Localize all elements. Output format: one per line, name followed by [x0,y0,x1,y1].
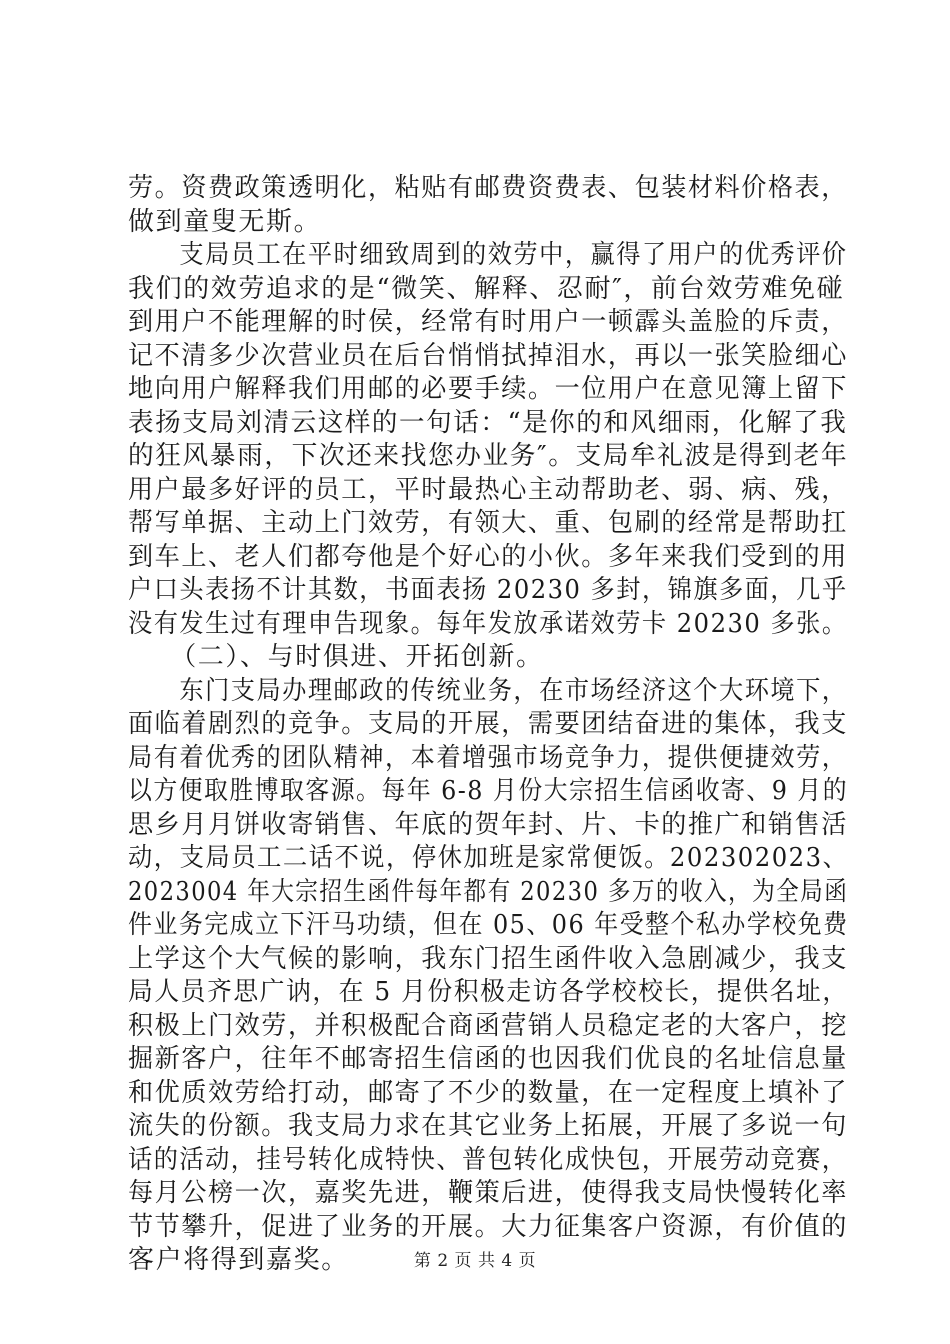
text-line: （二）、与时俱进、开拓创新。 [128,642,544,672]
text-line: 做到童叟无斯。 [128,206,322,237]
text-line: 掘新客户，往年不邮寄招生信函的也因我们优良的名址信息量 [128,1044,848,1074]
text-line: 到车上、老人们都夸他是个好心的小伙。多年来我们受到的用 [128,541,848,572]
text-line: 帮写单据、主动上门效劳，有领大、重、包刷的经常是帮助扛 [128,508,848,538]
text-line: 局有着优秀的团队精神，本着增强市场竞争力，提供便捷效劳， [128,742,848,773]
text-line: 动，支局员工二话不说，停休加班是家常便饭。202302023、 [128,843,849,873]
text-line: 2023004 年大宗招生函件每年都有 20230 多万的收入，为全局函 [128,876,849,907]
text-line: 我们的效劳追求的是“微笑、解释、忍耐″，前台效劳难免碰 [128,273,845,304]
text-line: 用户最多好评的员工，平时最热心主动帮助老、弱、病、残， [128,474,848,505]
text-line: 节节攀升，促进了业务的开展。大力征集客户资源，有价值的 [128,1211,848,1242]
text-line: 上学这个大气候的影响，我东门招生函件收入急剧减少，我支 [128,943,848,974]
text-line: 劳。资费政策透明化，粘贴有邮费资费表、包装材料价格表， [128,173,848,203]
page-footer: 第 2 页 共 4 页 [413,1251,537,1271]
text-line: 地向用户解释我们用邮的必要手续。一位用户在意见簿上留下 [128,374,848,404]
text-line: 每月公榜一次，嘉奖先进，鞭策后进，使得我支局快慢转化率 [128,1178,848,1208]
body-text [128,172,848,1278]
text-line: 的狂风暴雨，下次还来找您办业务″。支局牟礼波是得到老年 [128,441,849,471]
text-line: 没有发生过有理申告现象。每年发放承诺效劳卡 20230 多张。 [128,608,848,639]
text-line: 面临着剧烈的竞争。支局的开展，需要团结奋进的集体，我支 [128,709,848,739]
text-line: 到用户不能理解的时侯，经常有时用户一顿霹头盖脸的斥责， [128,307,848,337]
text-line: 积极上门效劳，并积极配合商函营销人员稳定老的大客户，挖 [128,1010,848,1041]
text-line: 东门支局办理邮政的传统业务，在市场经济这个大环境下， [128,675,848,706]
text-line: 思乡月月饼收寄销售、年底的贺年封、片、卡的推广和销售活 [128,809,848,840]
text-line: 支局员工在平时细致周到的效劳中，赢得了用户的优秀评价 [128,240,848,270]
text-line: 以方便取胜博取客源。每年 6-8 月份大宗招生信函收寄、9 月的 [128,776,849,806]
text-line: 件业务完成立下汗马功绩，但在 05、06 年受整个私办学校免费 [128,910,849,940]
text-line: 局人员齐思广讷，在 5 月份积极走访各学校校长，提供名址， [128,977,849,1007]
text-line: 记不清多少次营业员在后台悄悄拭掉泪水，再以一张笑脸细心 [128,340,848,371]
text-line: 和优质效劳给打动，邮寄了不少的数量，在一定程度上填补了 [128,1077,848,1108]
text-line: 话的活动，挂号转化成特快、普包转化成快包，开展劳动竞赛， [128,1144,848,1175]
text-line: 户口头表扬不计其数，书面表扬 20230 多封，锦旗多面，几乎 [128,575,848,605]
text-line: 表扬支局刘清云这样的一句话：“是你的和风细雨，化解了我 [128,407,848,438]
text-line: 客户将得到嘉奖。 [128,1245,349,1275]
text-line: 流失的份额。我支局力求在其它业务上拓展，开展了多说一句 [128,1111,848,1141]
